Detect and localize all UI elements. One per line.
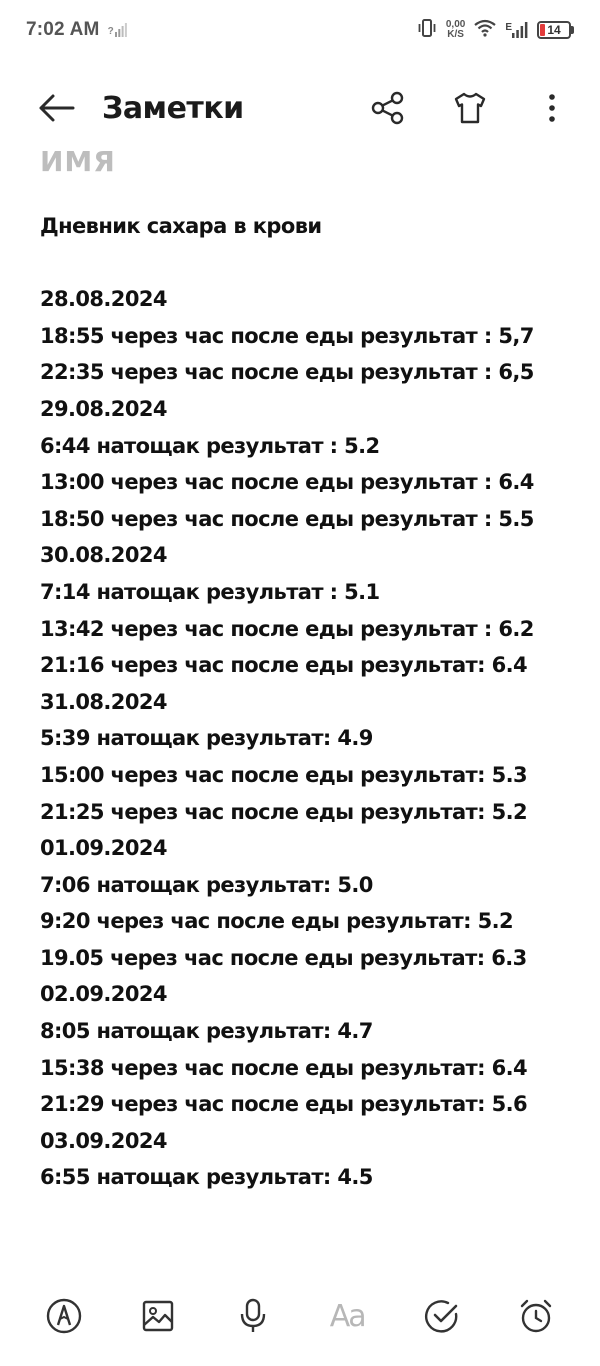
note-line: 13:00 через час после еды результат : 6.4 (40, 470, 534, 495)
app-bar-actions (368, 88, 572, 128)
note-line: Дневник сахара в крови (40, 214, 322, 238)
shirt-icon (453, 91, 487, 125)
reminder-button[interactable] (516, 1296, 556, 1336)
note-line: 21:25 через час после еды результат: 5.2 (40, 799, 528, 824)
note-line: 8:05 натощак результат: 4.7 (40, 1019, 373, 1044)
status-right (417, 19, 574, 42)
note-line: 31.08.2024 (40, 689, 167, 714)
note-line: 03.09.2024 (40, 1128, 167, 1153)
page-title: Заметки (102, 90, 244, 126)
voice-input-button[interactable] (233, 1296, 273, 1336)
draw-button[interactable] (44, 1296, 84, 1336)
note-line: 7:14 натощак результат : 5.1 (40, 579, 380, 604)
note-line: 15:00 через час после еды результат: 5.3 (40, 762, 528, 787)
network-speed-value: 0,00 (445, 19, 466, 30)
status-time: 7:02 AM (26, 19, 100, 40)
battery-body (537, 21, 571, 39)
theme-button[interactable] (450, 88, 490, 128)
note-line: 15:38 через час после еды результат: 6.4 (40, 1055, 528, 1080)
note-line: 13:42 через час после еды результат : 6.2 (40, 616, 534, 641)
checklist-icon (424, 1298, 460, 1334)
pen-icon (46, 1298, 82, 1334)
note-title[interactable]: ИМЯ (40, 145, 116, 178)
wifi-icon (474, 19, 496, 42)
note-line: 19.05 через час после еды результат: 6.3 (40, 945, 527, 970)
note-line: 02.09.2024 (40, 982, 167, 1007)
network-type: E (505, 22, 512, 33)
app-bar (0, 72, 600, 144)
microphone-icon (238, 1298, 268, 1334)
note-line: 7:06 натощак результат: 5.0 (40, 872, 373, 897)
note-line: 6:55 натощак результат: 4.5 (40, 1165, 373, 1190)
note-line: 30.08.2024 (40, 543, 167, 568)
note-line: 22:35 через час после еды результат : 6,5 (40, 360, 534, 385)
note-line: 18:50 через час после еды результат : 5.5 (40, 506, 534, 531)
sim-glyph: ? (107, 26, 114, 37)
note-line: 21:29 через час после еды результат: 5.6 (40, 1092, 528, 1117)
share-icon (371, 91, 405, 125)
note-line: 21:16 через час после еды результат: 6.4 (40, 653, 528, 678)
battery-level: 14 (547, 23, 561, 37)
checklist-button[interactable] (422, 1296, 462, 1336)
note-line: 01.09.2024 (40, 836, 167, 861)
note-line (40, 245, 570, 282)
more-vert-icon (547, 93, 557, 123)
note-line: 28.08.2024 (40, 287, 167, 312)
text-format-button[interactable] (327, 1296, 367, 1336)
battery-tip (571, 26, 574, 34)
insert-image-button[interactable] (138, 1296, 178, 1336)
note-body[interactable] (40, 208, 570, 1196)
share-button[interactable] (368, 88, 408, 128)
note-line: 18:55 через час после еды результат : 5,7 (40, 323, 534, 348)
note-line: 9:20 через час после еды результат: 5.2 (40, 909, 514, 934)
cell-signal-icon (505, 22, 528, 38)
network-speed-unit: K/S (447, 29, 464, 40)
font-format-icon: Aa (329, 1298, 365, 1334)
bottom-toolbar (0, 1284, 600, 1348)
note-line: 6:44 натощак результат : 5.2 (40, 433, 380, 458)
status-bar (0, 0, 600, 60)
network-speed (446, 20, 465, 40)
vibrate-icon (417, 19, 437, 42)
alarm-icon (518, 1298, 554, 1334)
note-line: 29.08.2024 (40, 396, 167, 421)
back-button[interactable] (36, 88, 76, 128)
note-line: 5:39 натощак результат: 4.9 (40, 726, 373, 751)
sim-signal-icon (108, 23, 127, 37)
more-options-button[interactable] (532, 88, 572, 128)
status-left (26, 19, 127, 41)
battery-icon (537, 21, 574, 39)
arrow-left-icon (37, 93, 75, 123)
image-icon (141, 1299, 175, 1333)
